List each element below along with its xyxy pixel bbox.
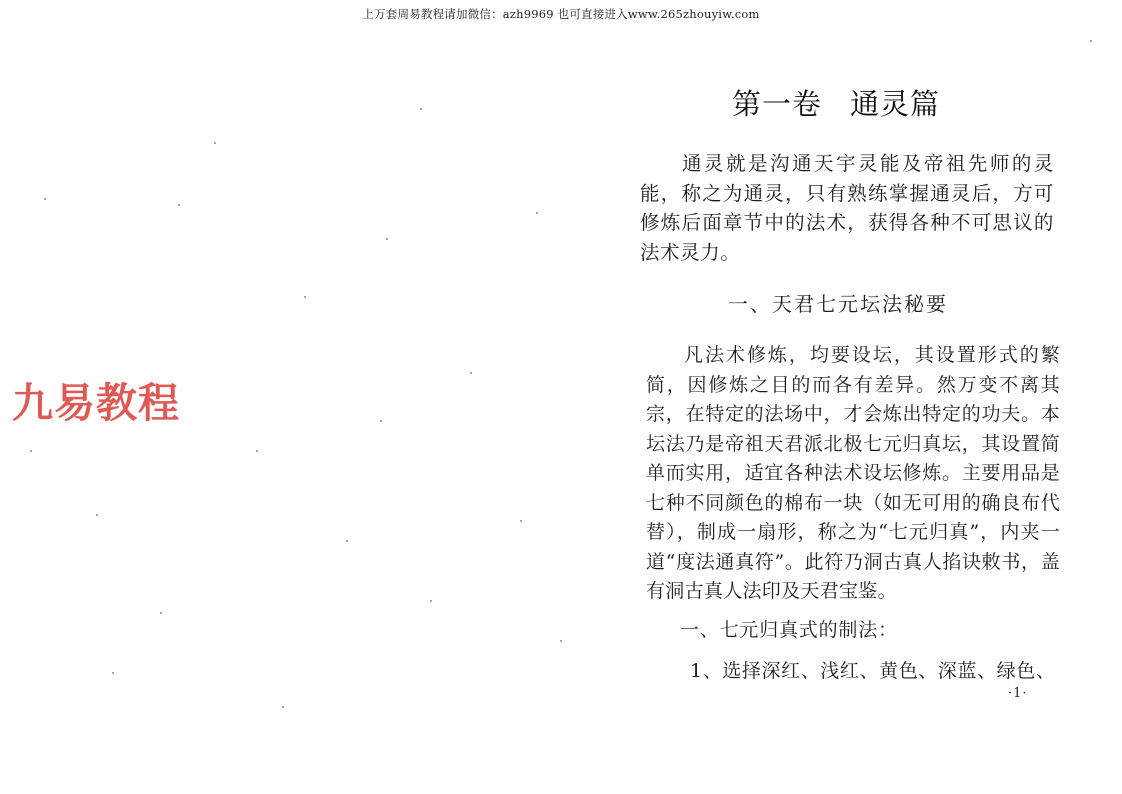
scan-speck — [380, 420, 382, 422]
chapter-name: 通灵篇 — [850, 87, 941, 121]
scan-speck — [282, 706, 284, 708]
scan-speck — [44, 198, 46, 200]
scan-speck — [430, 600, 432, 602]
page-number: ·1· — [1008, 686, 1028, 701]
scan-speck — [536, 212, 538, 214]
chapter-title — [732, 82, 940, 123]
scan-speck — [214, 142, 216, 144]
scan-speck — [112, 672, 114, 674]
scan-speck — [96, 514, 98, 516]
intro-paragraph: 通灵就是沟通天宇灵能及帝祖先师的灵能，称之为通灵，只有熟练掌握通灵后，方可修炼后面章节中的法术，获得各种不可思议的法术灵力。 — [640, 152, 1054, 264]
chapter-number: 第一卷 — [732, 87, 823, 121]
scan-speck — [560, 640, 562, 642]
list-item: 1、选择深红、浅红、黄色、深蓝、绿色、 — [690, 660, 1056, 682]
scan-speck — [304, 296, 306, 298]
scan-speck — [420, 108, 422, 110]
scan-speck — [346, 540, 348, 542]
scan-speck — [520, 520, 522, 522]
subheading: 一、七元归真式的制法： — [680, 619, 898, 641]
header-note: 上万套周易教程请加微信：azh9969 也可直接进入www.265zhouyiw.com — [362, 7, 760, 21]
scan-speck — [1090, 40, 1092, 42]
scan-speck — [30, 450, 32, 452]
scan-speck — [178, 204, 180, 206]
watermark-logo: 九易教程 — [12, 379, 180, 427]
scan-speck — [470, 372, 472, 374]
section-title: 一、天君七元坛法秘要 — [728, 292, 948, 316]
scan-speck — [386, 238, 388, 240]
scan-speck — [256, 450, 258, 452]
scan-speck — [160, 612, 162, 614]
body-paragraph: 凡法术修炼，均要设坛，其设置形式的繁简，因修炼之目的而各有差异。然万变不离其宗，在特定的法场中，才会炼出特定的功夫。本坛法乃是帝祖天君派北极七元归真坛，其设置简单而实用，适宜各种法术设坛修炼。主要用品是七种不同颜色的棉布一块（如无可用的确良布代替），制成一扇形，称之为“七元归真”，内夹一道“度法通真符”。此符乃洞古真人掐诀敕书，盖有洞古真人法印及天君宝鉴。 — [646, 344, 1060, 602]
